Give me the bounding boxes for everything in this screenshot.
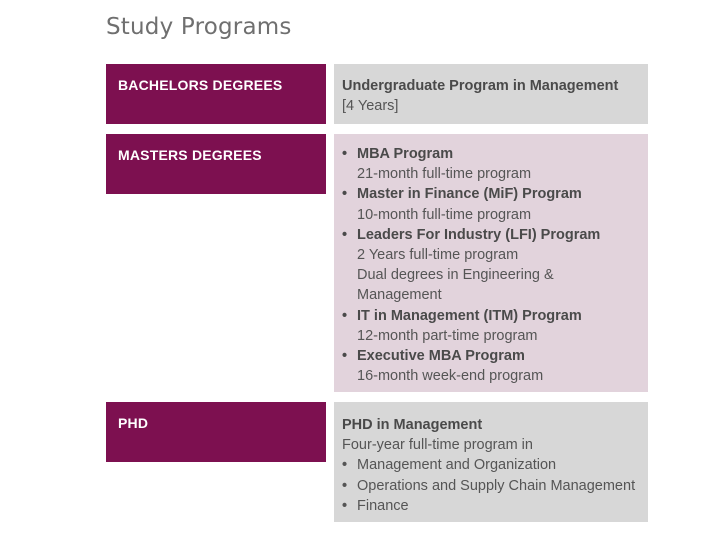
phd-area-name: Operations and Supply Chain Management [357,477,636,494]
masters-program-detail: Management [357,287,442,304]
phd-panel [334,402,648,522]
phd-label: PHD [106,402,326,462]
masters-program-name: IT in Management (ITM) Program [357,307,582,324]
masters-program-item [342,184,648,204]
bachelors-degrees-label: BACHELORS DEGREES [106,64,326,124]
masters-program-detail: Dual degrees in Engineering & [357,267,554,284]
bullet-icon: • [342,226,348,243]
phd-area-name: Finance [357,497,409,514]
masters-program-detail: 12-month part-time program [357,327,538,344]
masters-program-name: MBA Program [357,146,454,162]
phd-program: PHD in Management [342,417,483,433]
page-title: Study Programs [106,14,292,40]
masters-panel [334,134,648,392]
masters-program-item [342,346,648,366]
masters-degrees-label: MASTERS DEGREES [106,134,326,194]
phd-area-item [342,455,648,475]
phd-area-name: Management and Organization [357,457,557,474]
bullet-icon: • [342,477,348,494]
bullet-icon: • [342,307,348,324]
masters-program-name: Master in Finance (MiF) Program [357,186,582,203]
masters-program-item [342,144,648,164]
masters-program-detail: 21-month full-time program [357,166,532,183]
bullet-icon: • [342,146,348,162]
bullet-icon: • [342,348,348,365]
masters-program-name: Executive MBA Program [357,348,525,365]
phd-intro: Four-year full-time program in [342,437,533,454]
bachelors-panel [334,64,648,124]
masters-program-detail: 16-month week-end program [357,368,544,385]
bachelors-duration: [4 Years] [342,98,399,115]
bullet-icon: • [342,186,348,203]
masters-program-detail: 10-month full-time program [357,206,532,223]
bullet-icon: • [342,457,348,474]
masters-program-item [342,225,648,245]
phd-area-item [342,496,648,516]
masters-program-detail: 2 Years full-time program [357,247,519,264]
masters-program-item [342,306,648,326]
phd-area-item [342,476,648,496]
masters-program-name: Leaders For Industry (LFI) Program [357,226,601,243]
bachelors-program: Undergraduate Program in Management [342,78,619,94]
bullet-icon: • [342,497,348,514]
